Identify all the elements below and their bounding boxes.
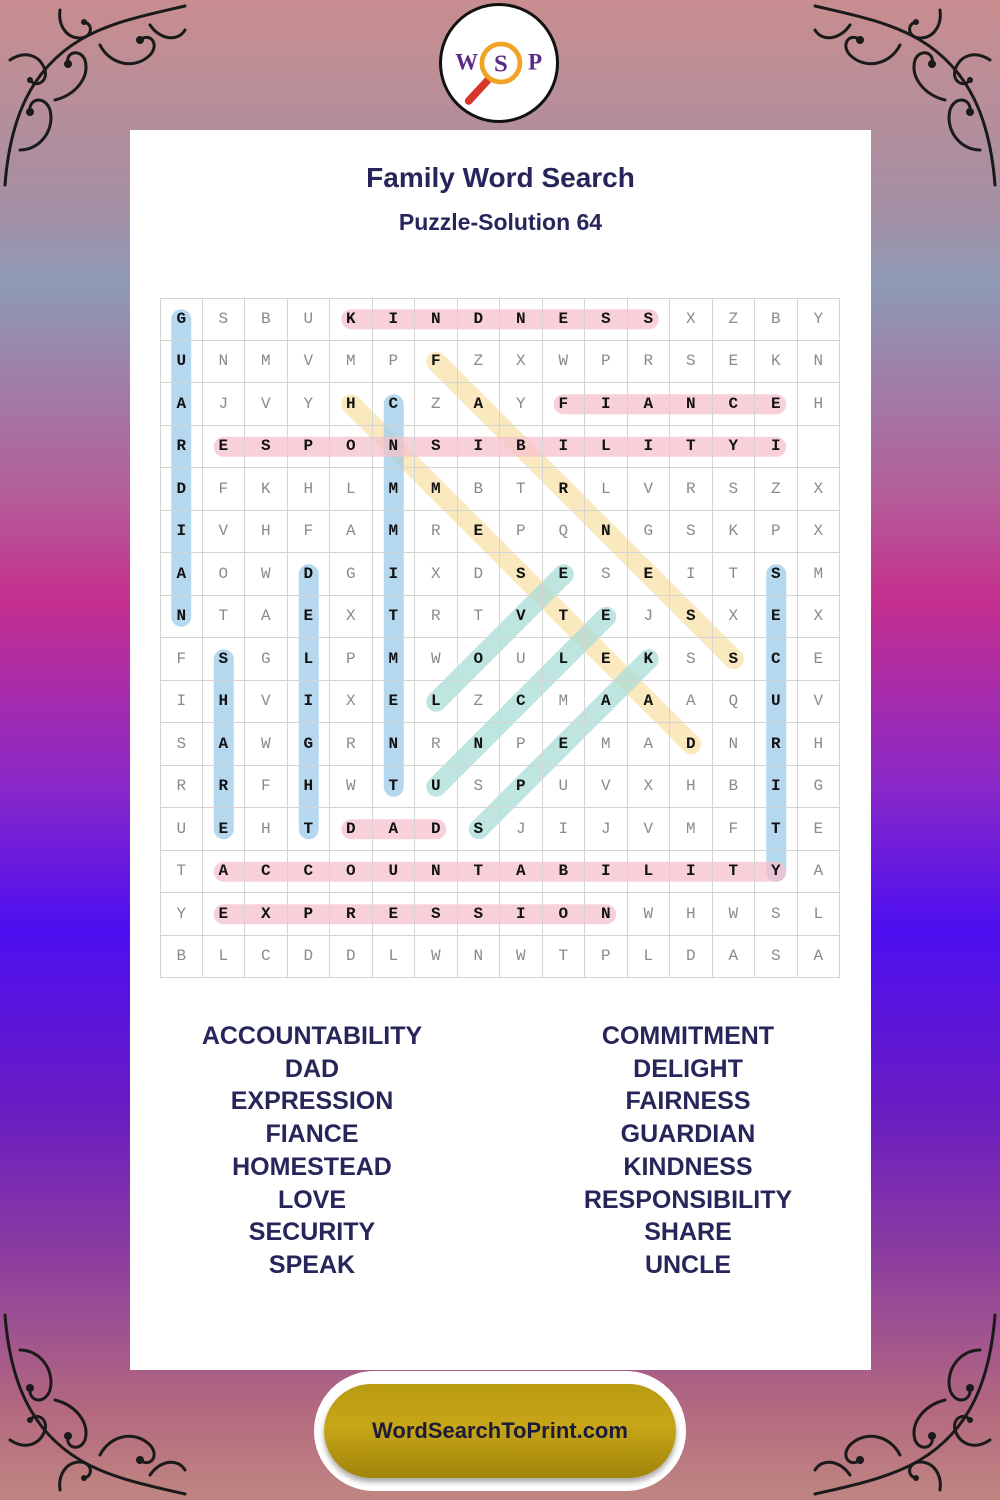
word-item: LOVE	[277, 1185, 347, 1214]
grid-cell[interactable]: G	[628, 511, 671, 554]
grid-cell[interactable]: D	[670, 723, 713, 766]
grid-cell[interactable]: T	[543, 596, 586, 639]
grid-cell[interactable]: M	[543, 681, 586, 724]
site-logo[interactable]	[439, 3, 559, 123]
grid-cell[interactable]: X	[628, 766, 671, 809]
grid-cell[interactable]: R	[415, 511, 458, 554]
grid-cell[interactable]: Y	[755, 851, 798, 894]
grid-cell[interactable]: B	[160, 936, 203, 979]
grid-cell[interactable]: T	[458, 851, 501, 894]
grid-cell[interactable]: X	[245, 893, 288, 936]
grid-cell[interactable]: V	[500, 596, 543, 639]
grid-cell[interactable]: E	[628, 553, 671, 596]
grid-cell[interactable]: X	[798, 511, 841, 554]
grid-cell[interactable]: F	[713, 808, 756, 851]
grid-cell[interactable]: A	[160, 553, 203, 596]
grid-cell[interactable]: R	[755, 723, 798, 766]
grid-cell[interactable]: F	[245, 766, 288, 809]
grid-cell[interactable]: I	[500, 893, 543, 936]
grid-cell[interactable]: S	[755, 936, 798, 979]
grid-cell[interactable]: U	[160, 808, 203, 851]
grid-cell[interactable]: S	[585, 553, 628, 596]
grid-cell[interactable]: I	[670, 851, 713, 894]
grid-cell[interactable]: R	[670, 468, 713, 511]
grid-cell[interactable]: R	[203, 766, 246, 809]
grid-cell[interactable]: X	[798, 468, 841, 511]
grid-cell[interactable]: Z	[755, 468, 798, 511]
grid-cell[interactable]: R	[628, 341, 671, 384]
grid-cell[interactable]: T	[203, 596, 246, 639]
grid-cell[interactable]: M	[330, 341, 373, 384]
grid-cell[interactable]: P	[585, 936, 628, 979]
grid-cell[interactable]: A	[458, 383, 501, 426]
grid-cell[interactable]: A	[245, 596, 288, 639]
grid-cell[interactable]: E	[288, 596, 331, 639]
grid-cell[interactable]: Q	[543, 511, 586, 554]
grid-cell[interactable]: D	[330, 808, 373, 851]
grid-cell[interactable]: S	[203, 298, 246, 341]
grid-cell[interactable]: W	[628, 893, 671, 936]
grid-cell[interactable]: E	[585, 596, 628, 639]
grid-cell[interactable]: J	[628, 596, 671, 639]
grid-cell[interactable]: H	[203, 681, 246, 724]
grid-cell[interactable]: I	[160, 681, 203, 724]
grid-cell[interactable]: I	[543, 808, 586, 851]
grid-cell[interactable]: S	[585, 298, 628, 341]
grid-cell[interactable]: A	[798, 851, 841, 894]
grid-cell[interactable]: R	[415, 596, 458, 639]
grid-cell[interactable]: I	[585, 383, 628, 426]
grid-cell[interactable]: Z	[458, 681, 501, 724]
grid-cell[interactable]: L	[288, 638, 331, 681]
grid-cell[interactable]: F	[203, 468, 246, 511]
grid-cell[interactable]: I	[543, 426, 586, 469]
grid-cell[interactable]: H	[330, 383, 373, 426]
grid-cell[interactable]: C	[245, 851, 288, 894]
grid-cell[interactable]: X	[415, 553, 458, 596]
grid-cell[interactable]: W	[330, 766, 373, 809]
grid-cell[interactable]: E	[798, 638, 841, 681]
grid-cell[interactable]: P	[330, 638, 373, 681]
grid-cell[interactable]: F	[543, 383, 586, 426]
grid-cell[interactable]: E	[755, 383, 798, 426]
grid-cell[interactable]: A	[628, 723, 671, 766]
grid-cell[interactable]: A	[798, 936, 841, 979]
grid-cell[interactable]: D	[670, 936, 713, 979]
grid-cell[interactable]: J	[500, 808, 543, 851]
grid-cell[interactable]: H	[670, 893, 713, 936]
grid-cell[interactable]: W	[500, 936, 543, 979]
grid-cell[interactable]: T	[373, 766, 416, 809]
grid-cell[interactable]: T	[500, 468, 543, 511]
grid-cell[interactable]: R	[330, 723, 373, 766]
grid-cell[interactable]: F	[415, 341, 458, 384]
grid-cell[interactable]: H	[245, 511, 288, 554]
grid-cell[interactable]: Z	[713, 298, 756, 341]
grid-cell[interactable]: E	[755, 596, 798, 639]
grid-cell[interactable]: G	[330, 553, 373, 596]
grid-cell[interactable]: D	[458, 298, 501, 341]
grid-cell[interactable]: I	[585, 851, 628, 894]
grid-cell[interactable]: S	[415, 426, 458, 469]
grid-cell[interactable]: U	[755, 681, 798, 724]
grid-cell[interactable]: E	[585, 638, 628, 681]
grid-cell[interactable]: B	[755, 298, 798, 341]
grid-cell[interactable]: O	[543, 893, 586, 936]
grid-cell[interactable]: U	[288, 298, 331, 341]
grid-cell[interactable]: D	[288, 936, 331, 979]
grid-cell[interactable]: W	[245, 553, 288, 596]
grid-cell[interactable]: N	[203, 341, 246, 384]
grid-cell[interactable]: F	[288, 511, 331, 554]
logo-letter: P	[528, 49, 543, 75]
grid-cell[interactable]: P	[500, 766, 543, 809]
grid-cell[interactable]: Y	[500, 383, 543, 426]
grid-cell[interactable]: P	[755, 511, 798, 554]
grid-cell[interactable]: C	[500, 681, 543, 724]
word-item: GUARDIAN	[620, 1120, 756, 1149]
grid-cell[interactable]: V	[585, 766, 628, 809]
grid-cell[interactable]: D	[160, 468, 203, 511]
grid-cell[interactable]: H	[288, 766, 331, 809]
grid-cell[interactable]: A	[160, 383, 203, 426]
grid-cell[interactable]: A	[670, 681, 713, 724]
grid-cell[interactable]: S	[670, 596, 713, 639]
grid-cell[interactable]: X	[330, 596, 373, 639]
grid-cell[interactable]: M	[373, 638, 416, 681]
grid-cell[interactable]: I	[458, 426, 501, 469]
grid-cell[interactable]: A	[628, 383, 671, 426]
grid-cell[interactable]: Y	[713, 426, 756, 469]
grid-cell[interactable]: D	[415, 808, 458, 851]
grid-cell[interactable]: N	[798, 341, 841, 384]
grid-cell[interactable]: T	[670, 426, 713, 469]
grid-cell[interactable]: P	[288, 893, 331, 936]
grid-cell[interactable]: L	[628, 936, 671, 979]
page-subtitle: Puzzle-Solution 64	[398, 209, 603, 235]
grid-cell[interactable]: X	[713, 596, 756, 639]
grid-cell[interactable]: I	[670, 553, 713, 596]
grid-cell[interactable]: P	[500, 723, 543, 766]
grid-cell[interactable]: J	[203, 383, 246, 426]
grid-cell[interactable]: U	[543, 766, 586, 809]
word-item: SHARE	[644, 1218, 732, 1247]
grid-cell[interactable]: L	[330, 468, 373, 511]
word-item: EXPRESSION	[230, 1087, 394, 1116]
grid-cell[interactable]: S	[160, 723, 203, 766]
grid-cell[interactable]: L	[628, 851, 671, 894]
grid-cell[interactable]: E	[373, 893, 416, 936]
grid-cell[interactable]: B	[543, 851, 586, 894]
logo-letter: S	[494, 50, 508, 78]
page-title: Family Word Search	[366, 162, 635, 193]
grid-cell[interactable]: K	[628, 638, 671, 681]
grid-cell[interactable]: E	[203, 893, 246, 936]
grid-cell[interactable]: X	[500, 341, 543, 384]
grid-cell[interactable]: A	[500, 851, 543, 894]
grid-cell[interactable]: R	[330, 893, 373, 936]
grid-cell[interactable]: V	[798, 681, 841, 724]
grid-cell[interactable]: S	[713, 468, 756, 511]
grid-cell[interactable]: K	[330, 298, 373, 341]
grid-cell[interactable]: P	[288, 426, 331, 469]
grid-cell[interactable]: S	[500, 553, 543, 596]
word-item: DELIGHT	[633, 1054, 743, 1083]
grid-cell[interactable]: A	[628, 681, 671, 724]
grid-cell[interactable]: O	[203, 553, 246, 596]
grid-cell[interactable]: W	[713, 893, 756, 936]
website-label: WordSearchToPrint.com	[372, 1418, 628, 1443]
grid-cell[interactable]: E	[543, 723, 586, 766]
grid-cell[interactable]: T	[713, 553, 756, 596]
grid-cell[interactable]: V	[288, 341, 331, 384]
grid-cell[interactable]	[798, 426, 841, 469]
grid-cell[interactable]: P	[500, 511, 543, 554]
grid-cell[interactable]: O	[330, 426, 373, 469]
grid-cell[interactable]: K	[245, 468, 288, 511]
grid-cell[interactable]: B	[458, 468, 501, 511]
grid-cell[interactable]: E	[543, 553, 586, 596]
grid-cell[interactable]: I	[755, 426, 798, 469]
grid-cell[interactable]: C	[373, 383, 416, 426]
grid-cell[interactable]: M	[373, 468, 416, 511]
grid-cell[interactable]: A	[203, 723, 246, 766]
grid-cell[interactable]: S	[415, 893, 458, 936]
magnifier-logo-icon	[442, 6, 556, 120]
grid-cell[interactable]: R	[160, 426, 203, 469]
grid-cell[interactable]: T	[713, 851, 756, 894]
grid-cell[interactable]: H	[245, 808, 288, 851]
grid-cell[interactable]: V	[245, 383, 288, 426]
grid-cell[interactable]: S	[755, 553, 798, 596]
grid-cell[interactable]: L	[585, 468, 628, 511]
grid-cell[interactable]: O	[330, 851, 373, 894]
grid-cell[interactable]: N	[373, 723, 416, 766]
grid-cell[interactable]: S	[458, 893, 501, 936]
grid-cell[interactable]: U	[160, 341, 203, 384]
grid-cell[interactable]: G	[160, 298, 203, 341]
grid-cell[interactable]: A	[203, 851, 246, 894]
grid-cell[interactable]: I	[628, 426, 671, 469]
grid-cell[interactable]: X	[670, 298, 713, 341]
grid-cell[interactable]: W	[415, 638, 458, 681]
word-item: SECURITY	[248, 1218, 376, 1247]
grid-cell[interactable]: A	[330, 511, 373, 554]
grid-cell[interactable]: K	[713, 511, 756, 554]
grid-cell[interactable]: N	[160, 596, 203, 639]
grid-cell[interactable]: R	[543, 468, 586, 511]
grid-cell[interactable]: V	[628, 808, 671, 851]
grid-cell[interactable]: Q	[713, 681, 756, 724]
grid-cell[interactable]: U	[415, 766, 458, 809]
grid-cell[interactable]: D	[288, 553, 331, 596]
grid-cell[interactable]: T	[288, 808, 331, 851]
grid-cell[interactable]: B	[500, 426, 543, 469]
grid-cell[interactable]: A	[713, 936, 756, 979]
grid-cell[interactable]: C	[713, 383, 756, 426]
word-item: HOMESTEAD	[232, 1152, 392, 1181]
grid-cell[interactable]: M	[798, 553, 841, 596]
grid-cell[interactable]: F	[160, 638, 203, 681]
grid-cell[interactable]: C	[755, 638, 798, 681]
puzzle-grid	[160, 298, 840, 978]
grid-cell[interactable]: U	[373, 851, 416, 894]
grid-cell[interactable]: M	[585, 723, 628, 766]
grid-cell[interactable]: M	[670, 808, 713, 851]
grid-cell[interactable]: I	[373, 553, 416, 596]
grid-cell[interactable]: E	[798, 808, 841, 851]
grid-cell[interactable]: X	[330, 681, 373, 724]
grid-cell[interactable]: V	[203, 511, 246, 554]
grid-cell[interactable]: M	[245, 341, 288, 384]
grid-cell[interactable]: T	[458, 596, 501, 639]
word-list-left	[142, 1020, 482, 1282]
grid-cell[interactable]: J	[585, 808, 628, 851]
grid-cell[interactable]: C	[245, 936, 288, 979]
grid-cell[interactable]: Z	[415, 383, 458, 426]
grid-cell[interactable]: Y	[288, 383, 331, 426]
logo-letter: W	[455, 49, 479, 75]
grid-cell[interactable]: P	[373, 341, 416, 384]
grid-cell[interactable]: S	[670, 638, 713, 681]
grid-cell[interactable]: S	[245, 426, 288, 469]
grid-cell[interactable]: E	[713, 341, 756, 384]
grid-cell[interactable]: B	[245, 298, 288, 341]
grid-cell[interactable]: N	[415, 851, 458, 894]
grid-cell[interactable]: A	[373, 808, 416, 851]
grid-cell[interactable]: Y	[798, 298, 841, 341]
grid-cell[interactable]: H	[288, 468, 331, 511]
grid-cell[interactable]: E	[203, 426, 246, 469]
grid-cell[interactable]: D	[330, 936, 373, 979]
word-item: COMMITMENT	[601, 1022, 775, 1050]
word-list-right	[518, 1020, 858, 1282]
grid-cell[interactable]: L	[415, 681, 458, 724]
grid-cell[interactable]: H	[670, 766, 713, 809]
grid-cell[interactable]: S	[713, 638, 756, 681]
grid-cell[interactable]: S	[458, 766, 501, 809]
grid-cell[interactable]: E	[543, 298, 586, 341]
grid-cell[interactable]: S	[755, 893, 798, 936]
grid-cell[interactable]: B	[713, 766, 756, 809]
grid-cell[interactable]: L	[373, 936, 416, 979]
grid-cell[interactable]: R	[415, 723, 458, 766]
grid-cell[interactable]: D	[458, 553, 501, 596]
grid-cell[interactable]: S	[203, 638, 246, 681]
grid-cell[interactable]: L	[798, 893, 841, 936]
grid-cell[interactable]: N	[585, 893, 628, 936]
grid-cell[interactable]: W	[245, 723, 288, 766]
grid-cell[interactable]: E	[203, 808, 246, 851]
grid-cell[interactable]: L	[585, 426, 628, 469]
grid-cell[interactable]: S	[670, 341, 713, 384]
grid-cell[interactable]: L	[543, 638, 586, 681]
word-item: FAIRNESS	[625, 1087, 751, 1116]
grid-cell[interactable]: N	[415, 298, 458, 341]
grid-cell[interactable]: T	[755, 808, 798, 851]
grid-cell[interactable]: W	[415, 936, 458, 979]
grid-cell[interactable]: T	[373, 596, 416, 639]
grid-cell[interactable]: N	[713, 723, 756, 766]
word-item: DAD	[284, 1054, 340, 1083]
grid-cell[interactable]: G	[288, 723, 331, 766]
grid-cell[interactable]: M	[415, 468, 458, 511]
grid-cell[interactable]: A	[585, 681, 628, 724]
grid-cell[interactable]: M	[373, 511, 416, 554]
grid-cell[interactable]: W	[543, 341, 586, 384]
grid-cell[interactable]: T	[543, 936, 586, 979]
grid-cell[interactable]: I	[373, 298, 416, 341]
word-item: RESPONSIBILITY	[583, 1185, 793, 1214]
grid-cell[interactable]: H	[798, 383, 841, 426]
grid-cell[interactable]: S	[670, 511, 713, 554]
grid-cell[interactable]: P	[585, 341, 628, 384]
grid-cell[interactable]: V	[628, 468, 671, 511]
grid-cell[interactable]: I	[288, 681, 331, 724]
website-link[interactable]	[324, 1384, 676, 1478]
word-item: UNCLE	[644, 1250, 732, 1279]
grid-cell[interactable]: S	[458, 808, 501, 851]
grid-cell[interactable]: L	[203, 936, 246, 979]
grid-cell[interactable]: O	[458, 638, 501, 681]
grid-cell[interactable]: X	[798, 596, 841, 639]
grid-cell[interactable]: N	[373, 426, 416, 469]
grid-cell[interactable]: I	[755, 766, 798, 809]
grid-cell[interactable]: N	[500, 298, 543, 341]
grid-cell[interactable]: E	[458, 511, 501, 554]
grid-cell[interactable]: N	[585, 511, 628, 554]
grid-cell[interactable]: R	[160, 766, 203, 809]
grid-cell[interactable]: C	[288, 851, 331, 894]
grid-cell[interactable]: K	[755, 341, 798, 384]
grid-cell[interactable]: I	[160, 511, 203, 554]
grid-cell[interactable]: G	[798, 766, 841, 809]
grid-cell[interactable]: V	[245, 681, 288, 724]
footer-badge	[314, 1371, 686, 1491]
word-item: SPEAK	[268, 1250, 356, 1279]
grid-cell[interactable]: H	[798, 723, 841, 766]
grid-cell[interactable]: G	[245, 638, 288, 681]
word-item: ACCOUNTABILITY	[201, 1022, 423, 1050]
grid-cell[interactable]: Z	[458, 341, 501, 384]
grid-cell[interactable]: E	[373, 681, 416, 724]
grid-cell[interactable]: T	[160, 851, 203, 894]
grid-cell[interactable]: N	[458, 723, 501, 766]
word-item: FIANCE	[265, 1120, 359, 1149]
grid-cell[interactable]: Y	[160, 893, 203, 936]
grid-cell[interactable]: U	[500, 638, 543, 681]
grid-cell[interactable]: N	[458, 936, 501, 979]
grid-cell[interactable]: N	[670, 383, 713, 426]
grid-cell[interactable]: S	[628, 298, 671, 341]
word-item: KINDNESS	[623, 1152, 753, 1181]
